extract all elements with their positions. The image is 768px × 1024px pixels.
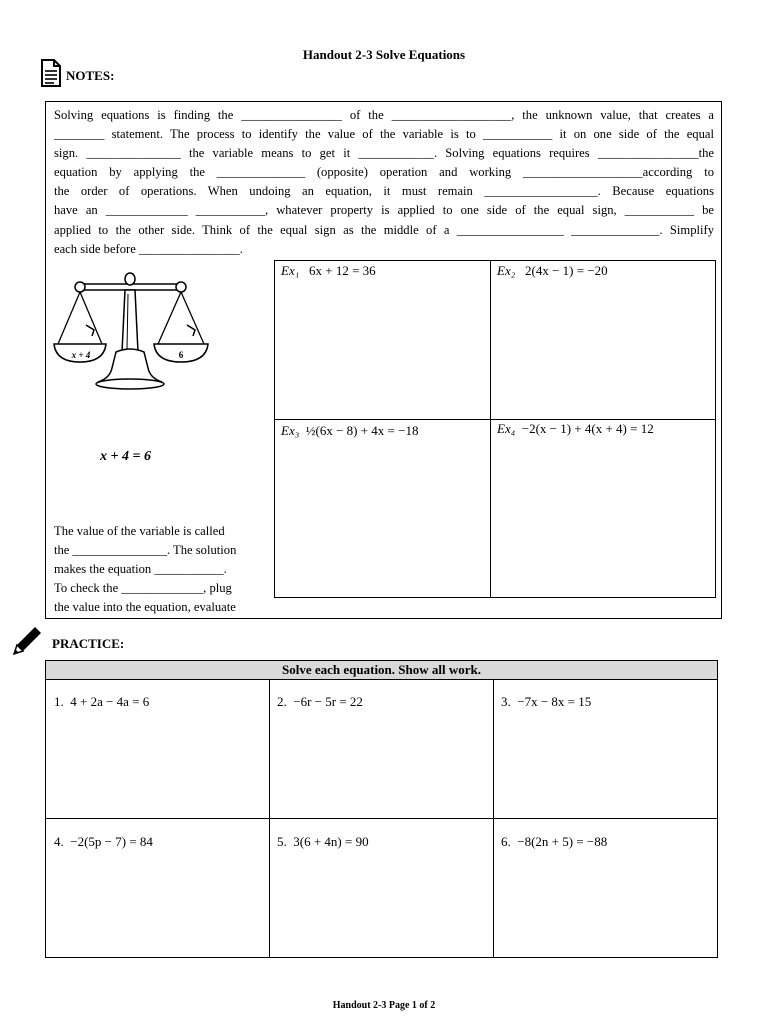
notes-line: applied to the other side. Think of the equal sign as the middle of a _________________ ______________. Simplify [54, 222, 714, 237]
example-1 [275, 261, 490, 281]
problem-number: 4. [54, 834, 64, 849]
notes-paragraph [54, 106, 714, 259]
example-label: Ex₂ [497, 263, 516, 278]
practice-label: PRACTICE: [52, 636, 125, 651]
example-equation: 2(4x − 1) = −20 [524, 263, 608, 278]
problem-number: 2. [277, 694, 287, 709]
scale-equation: x + 4 = 6 [100, 449, 151, 464]
notes-line: ________ statement. The process to identify the value of the variable is to ___________ it on one side of the equal [54, 127, 714, 142]
notes-line: equation by applying the ______________ (opposite) operation and working ___________________according to [54, 165, 714, 180]
example-label: Ex₃ [281, 423, 300, 438]
problem-equation: 4 + 2a − 4a = 6 [70, 694, 150, 709]
practice-problem-1 [54, 694, 149, 710]
notes-line: sign. _______________ the variable means to get it ____________. Solving equations requires ________________the [54, 146, 714, 161]
page-title: Handout 2-3 Solve Equations [302, 47, 466, 62]
notes-line: Solving equations is finding the ________________ of the ___________________, the unknown value, that creates a [54, 108, 714, 122]
problem-number: 6. [501, 834, 511, 849]
balance-scale-icon [50, 270, 220, 410]
example-4 [491, 419, 715, 439]
example-equation: −2(x − 1) + 4(x + 4) = 12 [521, 421, 654, 436]
practice-problem-3 [501, 694, 591, 710]
example-equation: 6x + 12 = 36 [308, 263, 376, 278]
examples-grid [274, 260, 716, 598]
variable-line: The value of the variable is called [54, 524, 225, 538]
notes-line: have an _____________ ___________, whatever property is applied to one side of the equal sign, ___________ be [54, 203, 714, 218]
practice-problem-6 [501, 834, 607, 850]
problem-number: 5. [277, 834, 287, 849]
notes-label: NOTES: [66, 68, 115, 83]
scale-left-label: x + 4 [71, 350, 91, 360]
variable-notes [54, 522, 272, 617]
variable-line: To check the _____________, plug [54, 581, 232, 595]
problem-equation: −2(5p − 7) = 84 [70, 834, 153, 849]
variable-line: the _______________. The solution [54, 543, 237, 557]
notes-line: the order of operations. When undoing an equation, it must remain __________________. Because equations [54, 184, 714, 199]
problem-equation: −8(2n + 5) = −88 [517, 834, 608, 849]
problem-equation: 3(6 + 4n) = 90 [293, 834, 369, 849]
problem-number: 3. [501, 694, 511, 709]
practice-problem-4 [54, 834, 153, 850]
variable-line: makes the equation ___________. [54, 562, 227, 576]
practice-instruction: Solve each equation. Show all work. [46, 661, 717, 680]
pencil-icon [10, 624, 44, 658]
example-equation: ½(6x − 8) + 4x = −18 [305, 423, 419, 438]
scale-right-label: 6 [178, 350, 184, 360]
practice-table [45, 660, 718, 958]
practice-problem-2 [277, 694, 363, 710]
notes-line: each side before ________________. [54, 241, 243, 256]
example-3 [275, 421, 490, 441]
practice-problem-5 [277, 834, 369, 850]
example-label: Ex₄ [497, 421, 516, 436]
example-label: Ex₁ [281, 263, 300, 278]
variable-line: the value into the equation, evaluate [54, 600, 236, 614]
document-icon [40, 58, 62, 88]
problem-equation: −7x − 8x = 15 [517, 694, 592, 709]
problem-equation: −6r − 5r = 22 [293, 694, 363, 709]
page-footer: Handout 2-3 Page 1 of 2 [332, 1000, 436, 1011]
problem-number: 1. [54, 694, 64, 709]
example-2 [491, 261, 715, 281]
